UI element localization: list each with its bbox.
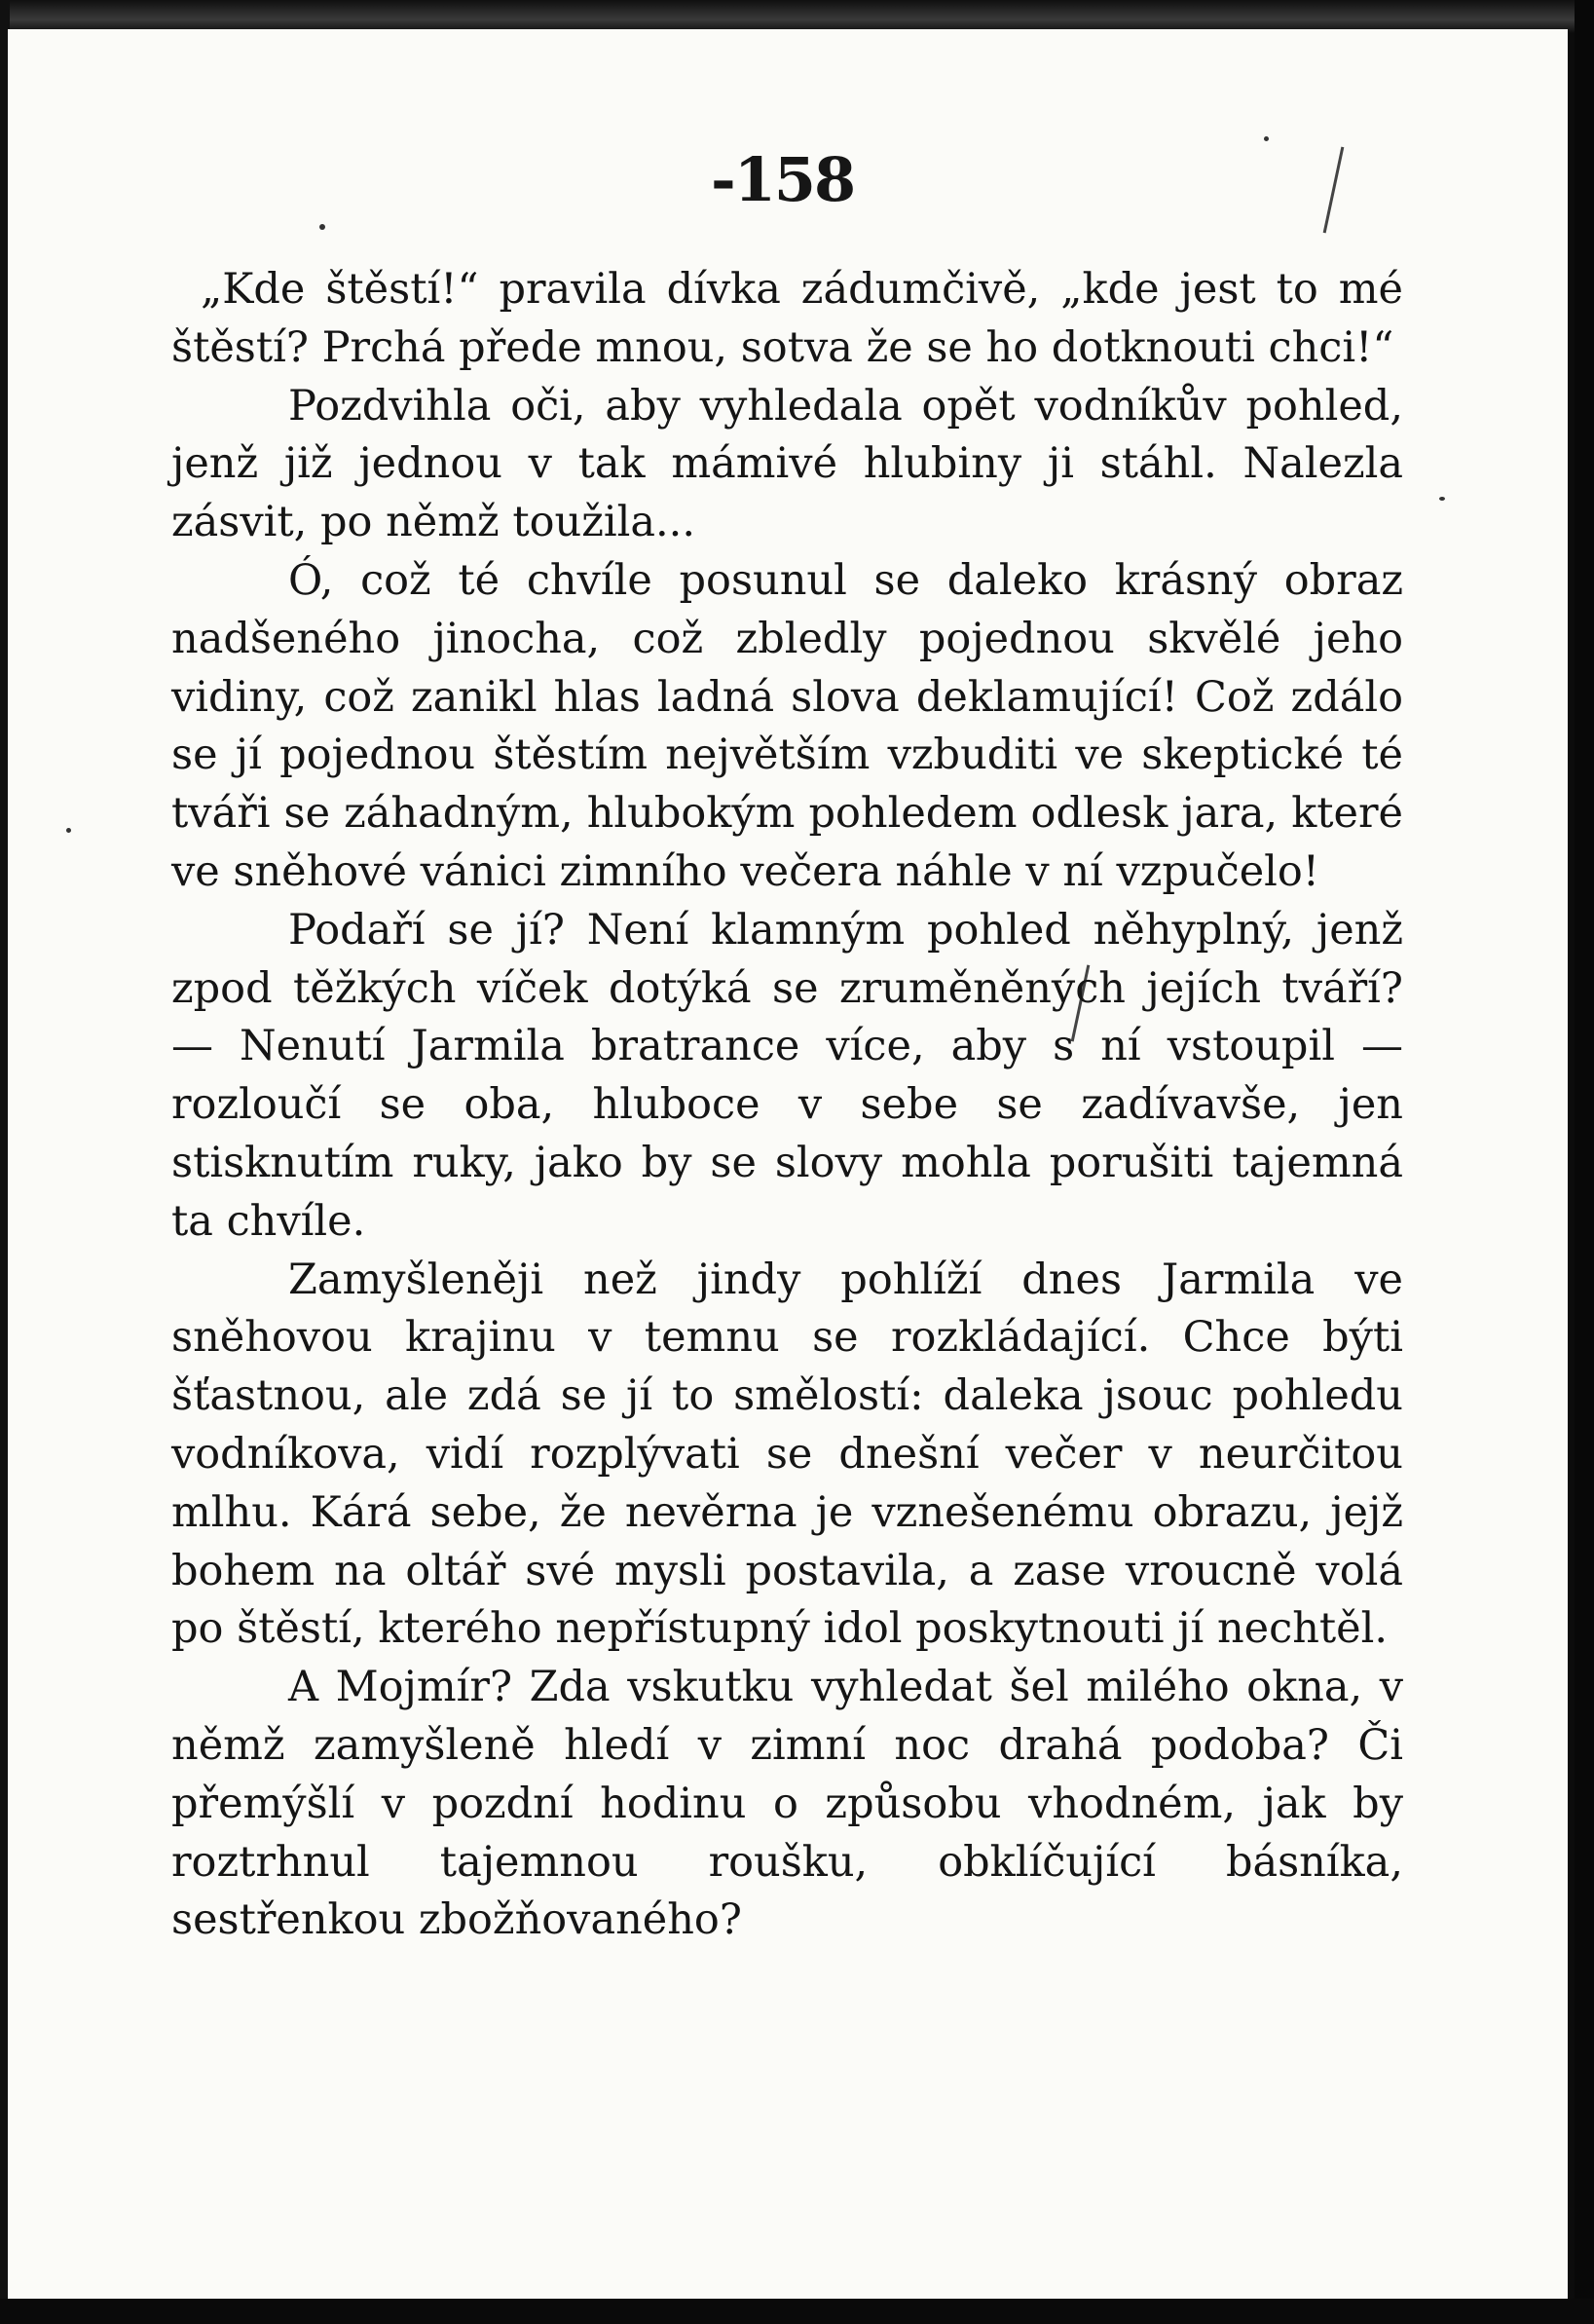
page-number: -158 [711,144,855,215]
pencil-mark [1323,147,1345,234]
paper-speck [66,828,71,833]
paragraph: Ó, což té chvíle posunul se daleko krásný obraz nadšeného jinocha, což zbledly pojednou skvělé jeho vidiny, což zanikl hlas ladná slova deklamující! Což zdálo se jí pojednou štěstím největším vzbuditi ve skeptické té tváři se záhadným, hlubokým pohledem odlesk jara, které ve sněhové vánici zimního večera náhle v ní vzpučelo! [171,555,1403,896]
paper-speck [319,224,325,230]
paragraph: „Kde štěstí!“ pravila dívka zádumčivě, „kde jest to mé štěstí? Prchá přede mnou, sotva že se ho dotknouti chci!“ [171,265,1403,372]
paper-speck [1439,497,1445,501]
scan-top-edge [0,0,1594,33]
paragraph: A Mojmír? Zda vskutku vyhledat šel milého okna, v němž zamyšleně hledí v zimní noc drahá podoba? Či přemýšlí v pozdní hodinu o způsobu vhodném, jak by roztrhnul tajemnou roušku, obklíčující básníka, sestřenkou zbožňovaného? [171,1663,1403,1945]
paragraph: Zamyšleněji než jindy pohlíží dnes Jarmila ve sněhovou krajinu v temnu se rozkládající. Chce býti šťastnou, ale zdá se jí to smělostí: daleka jsouc pohledu vodníkova, vidí rozplývati se dnešní večer v neurčitou mlhu. Kárá sebe, že nevěrna je vznešenému obrazu, jejž bohem na oltář své mysli postavila, a zase vroucně volá po štěstí, kterého nepřístupný idol poskytnouti jí nechtěl. [171,1255,1403,1654]
scan-bottom-edge [0,2299,1594,2324]
paragraph: Podaří se jí? Není klamným pohled něhyplný, jenž zpod těžkých víček dotýká se zruměněných jejích tváří? — Nenutí Jarmila bratrance více, aby s ní vstoupil — rozloučí se oba, hluboce v sebe se zadívavše, jen stisknutím ruky, jako by se slovy mohla porušiti tajemná ta chvíle. [171,905,1403,1246]
body-text [171,261,1403,1950]
scan-right-edge [1575,0,1594,2324]
paragraph: Pozdvihla oči, aby vyhledala opět vodníkův pohled, jenž již jednou v tak mámivé hlubiny ji stáhl. Nalezla zásvit, po němž toužila... [171,381,1403,547]
paper-speck [1264,136,1269,141]
